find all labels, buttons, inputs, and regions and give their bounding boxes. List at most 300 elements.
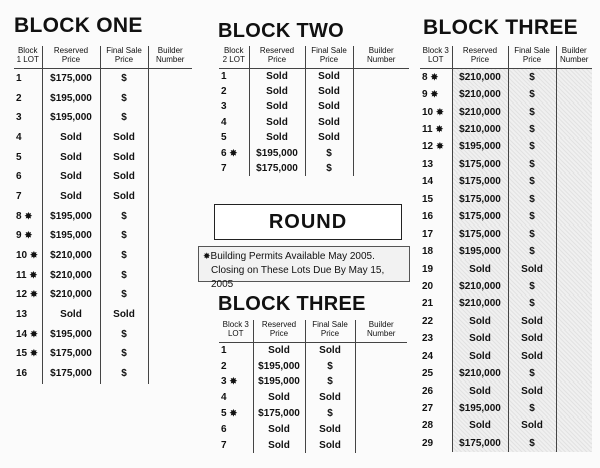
lot-number: 28	[422, 420, 434, 432]
reserved-price: Sold	[452, 260, 508, 277]
lot-number: 21	[422, 298, 434, 310]
final-sale-price: $	[100, 108, 148, 128]
header-builder: Builder Number	[148, 46, 192, 69]
final-sale-price: $	[100, 226, 148, 246]
star-icon: ✸	[430, 89, 439, 100]
lot-number: 27	[422, 403, 434, 415]
table-row	[14, 285, 192, 305]
final-sale-price: $	[100, 285, 148, 305]
lot-cell	[420, 208, 452, 225]
final-sale-price: Sold	[305, 115, 353, 130]
reserved-price: Sold	[249, 99, 305, 114]
final-sale-price: $	[508, 365, 556, 382]
note-line1: Building Permits Available May 2005.	[210, 251, 375, 262]
final-sale-price: $	[508, 103, 556, 120]
builder-number	[148, 305, 192, 325]
table-row	[219, 358, 407, 374]
table-row	[219, 130, 409, 145]
lot-number: 2	[221, 360, 227, 372]
lot-number: 24	[422, 350, 434, 362]
block-three-small-table	[219, 320, 407, 453]
reserved-price: Sold	[249, 130, 305, 145]
lot-cell	[420, 295, 452, 312]
star-icon: ✸	[30, 348, 38, 359]
star-icon: ✸	[30, 328, 38, 339]
table-row	[420, 260, 592, 277]
lot-cell	[219, 406, 253, 422]
lot-cell	[219, 421, 253, 437]
lot-number: 13	[422, 158, 434, 170]
final-sale-price: $	[100, 265, 148, 285]
final-sale-price: $	[508, 295, 556, 312]
builder-number	[148, 187, 192, 207]
builder-number	[355, 421, 407, 437]
header-reserved: Reserved Price	[253, 320, 305, 343]
table-row	[219, 343, 407, 359]
lot-number: 29	[422, 437, 434, 449]
reserved-price: $210,000	[452, 103, 508, 120]
header-builder: Builder Number	[353, 46, 409, 69]
lot-number: 26	[422, 385, 434, 397]
table-row	[14, 226, 192, 246]
lot-number: 13	[16, 309, 28, 321]
table-row	[219, 115, 409, 130]
final-sale-price: Sold	[305, 130, 353, 145]
reserved-price: $175,000	[452, 225, 508, 242]
header-lot: Block 1 LOT	[14, 46, 42, 69]
final-sale-price: $	[305, 406, 355, 422]
header-builder: Builder Number	[556, 46, 592, 69]
final-sale-price: $	[508, 225, 556, 242]
lot-cell	[420, 365, 452, 382]
lot-number: 16	[16, 368, 28, 380]
lot-cell	[219, 374, 253, 390]
lot-cell	[219, 343, 253, 359]
builder-number	[556, 208, 592, 225]
final-sale-price: $	[100, 324, 148, 344]
star-icon: ✸	[30, 250, 38, 261]
final-sale-price: Sold	[305, 437, 355, 453]
lot-cell	[219, 358, 253, 374]
builder-number	[556, 365, 592, 382]
reserved-price: $175,000	[452, 173, 508, 190]
reserved-price: $195,000	[452, 243, 508, 260]
block-three-large-title: BLOCK THREE	[423, 16, 578, 39]
reserved-price: $210,000	[452, 278, 508, 295]
table-row	[420, 435, 592, 452]
lot-number: 23	[422, 333, 434, 345]
lot-cell	[14, 324, 42, 344]
table-row	[14, 88, 192, 108]
final-sale-price: $	[305, 145, 353, 160]
star-icon: ✸	[203, 251, 211, 261]
reserved-price: $175,000	[452, 191, 508, 208]
builder-number	[556, 191, 592, 208]
lot-cell	[219, 161, 249, 176]
builder-number	[556, 173, 592, 190]
builder-number	[556, 417, 592, 434]
lot-cell	[420, 156, 452, 173]
lot-cell	[14, 344, 42, 364]
table-row	[219, 99, 409, 114]
reserved-price: Sold	[253, 421, 305, 437]
reserved-price: Sold	[249, 84, 305, 99]
lot-number: 8	[16, 210, 22, 222]
lot-number: 17	[422, 228, 434, 240]
reserved-price: $210,000	[452, 365, 508, 382]
final-sale-price: Sold	[508, 417, 556, 434]
builder-number	[355, 406, 407, 422]
reserved-price: $175,000	[253, 406, 305, 422]
builder-number	[353, 69, 409, 84]
lot-number: 10	[16, 250, 28, 262]
reserved-price: $210,000	[452, 121, 508, 138]
lot-number: 4	[221, 392, 227, 404]
lot-cell	[420, 330, 452, 347]
reserved-price: Sold	[253, 390, 305, 406]
builder-number	[556, 382, 592, 399]
table-row	[14, 167, 192, 187]
star-icon: ✸	[24, 230, 33, 241]
builder-number	[556, 121, 592, 138]
lot-number: 18	[422, 246, 434, 258]
lot-number: 3	[221, 376, 227, 388]
table-row	[420, 313, 592, 330]
lot-cell	[14, 88, 42, 108]
reserved-price: $195,000	[253, 374, 305, 390]
star-icon: ✸	[435, 124, 444, 135]
builder-number	[148, 88, 192, 108]
reserved-price: Sold	[452, 313, 508, 330]
table-row	[219, 390, 407, 406]
lot-cell	[219, 390, 253, 406]
builder-number	[556, 348, 592, 365]
builder-number	[148, 246, 192, 266]
table-row	[14, 206, 192, 226]
builder-number	[353, 161, 409, 176]
header-lot: Block 3 LOT	[219, 320, 253, 343]
builder-number	[355, 374, 407, 390]
star-icon: ✸	[24, 210, 33, 221]
reserved-price: $195,000	[452, 138, 508, 155]
lot-number: 15	[16, 348, 28, 360]
table-row	[219, 406, 407, 422]
builder-number	[556, 400, 592, 417]
header-final: Final Sale Price	[508, 46, 556, 69]
builder-number	[148, 69, 192, 89]
lot-cell	[420, 103, 452, 120]
lot-cell	[420, 86, 452, 103]
builder-number	[556, 86, 592, 103]
builder-number	[556, 156, 592, 173]
lot-cell	[14, 187, 42, 207]
final-sale-price: Sold	[508, 348, 556, 365]
final-sale-price: Sold	[508, 260, 556, 277]
builder-number	[355, 358, 407, 374]
reserved-price: Sold	[452, 417, 508, 434]
lot-cell	[219, 437, 253, 453]
lot-number: 15	[422, 193, 434, 205]
builder-number	[556, 103, 592, 120]
builder-number	[355, 343, 407, 359]
reserved-price: $175,000	[452, 435, 508, 452]
lot-number: 19	[422, 263, 434, 275]
block-two-table	[219, 46, 409, 176]
lot-cell	[14, 206, 42, 226]
builder-number	[353, 115, 409, 130]
star-icon: ✸	[229, 147, 238, 158]
final-sale-price: Sold	[305, 69, 353, 84]
lot-cell	[420, 173, 452, 190]
lot-number: 22	[422, 315, 434, 327]
table-row	[420, 138, 592, 155]
lot-number: 3	[221, 101, 227, 113]
round-label: ROUND	[268, 210, 348, 233]
table-row	[420, 173, 592, 190]
final-sale-price: $	[508, 435, 556, 452]
table-row	[420, 86, 592, 103]
final-sale-price: Sold	[508, 382, 556, 399]
builder-number	[148, 285, 192, 305]
table-row	[14, 265, 192, 285]
lot-number: 7	[221, 163, 227, 175]
lot-cell	[420, 400, 452, 417]
final-sale-price: $	[100, 246, 148, 266]
builder-number	[556, 138, 592, 155]
final-sale-price: $	[508, 86, 556, 103]
header-reserved: Reserved Price	[452, 46, 508, 69]
final-sale-price: $	[100, 88, 148, 108]
lot-cell	[420, 225, 452, 242]
reserved-price: Sold	[452, 348, 508, 365]
lot-number: 2	[221, 86, 227, 98]
table-row	[219, 437, 407, 453]
reserved-price: $210,000	[452, 295, 508, 312]
final-sale-price: $	[305, 161, 353, 176]
lot-cell	[14, 69, 42, 89]
builder-number	[148, 147, 192, 167]
builder-number	[148, 226, 192, 246]
lot-cell	[420, 69, 452, 86]
lot-number: 16	[422, 211, 434, 223]
builder-number	[353, 84, 409, 99]
star-icon: ✸	[229, 408, 238, 419]
builder-number	[353, 99, 409, 114]
builder-number	[556, 243, 592, 260]
final-sale-price: Sold	[305, 390, 355, 406]
reserved-price: $210,000	[42, 285, 100, 305]
builder-number	[148, 344, 192, 364]
star-icon: ✸	[29, 269, 38, 280]
reserved-price: $195,000	[42, 108, 100, 128]
table-row	[420, 156, 592, 173]
block-one-table	[14, 46, 192, 384]
reserved-price: $175,000	[249, 161, 305, 176]
table-row	[14, 324, 192, 344]
reserved-price: $175,000	[42, 69, 100, 89]
builder-number	[148, 167, 192, 187]
star-icon: ✸	[436, 141, 444, 152]
table-row	[420, 208, 592, 225]
reserved-price: $195,000	[249, 145, 305, 160]
lot-cell	[219, 145, 249, 160]
final-sale-price: $	[508, 208, 556, 225]
final-sale-price: $	[100, 364, 148, 384]
table-row	[420, 69, 592, 86]
builder-number	[556, 295, 592, 312]
lot-number: 12	[16, 289, 28, 301]
table-row	[420, 243, 592, 260]
table-row	[420, 191, 592, 208]
lot-number: 12	[422, 141, 434, 153]
lot-cell	[420, 278, 452, 295]
table-row	[420, 400, 592, 417]
final-sale-price: $	[305, 358, 355, 374]
final-sale-price: Sold	[100, 147, 148, 167]
builder-number	[148, 108, 192, 128]
reserved-price: $175,000	[452, 208, 508, 225]
final-sale-price: Sold	[305, 99, 353, 114]
table-row	[14, 128, 192, 148]
lot-cell	[219, 130, 249, 145]
lot-number: 8	[422, 71, 428, 83]
reserved-price: $210,000	[452, 86, 508, 103]
reserved-price: Sold	[42, 128, 100, 148]
header-reserved: Reserved Price	[42, 46, 100, 69]
builder-number	[148, 128, 192, 148]
table-row	[420, 278, 592, 295]
reserved-price: $195,000	[452, 400, 508, 417]
header-final: Final Sale Price	[100, 46, 148, 69]
lot-number: 9	[422, 89, 428, 101]
builder-number	[355, 390, 407, 406]
reserved-price: Sold	[42, 167, 100, 187]
lot-number: 5	[221, 408, 227, 420]
table-row	[219, 374, 407, 390]
builder-number	[355, 437, 407, 453]
builder-number	[556, 69, 592, 86]
table-row	[219, 161, 409, 176]
final-sale-price: $	[100, 69, 148, 89]
lot-cell	[219, 99, 249, 114]
lot-cell	[219, 69, 249, 84]
final-sale-price: $	[508, 400, 556, 417]
table-row	[420, 348, 592, 365]
final-sale-price: $	[508, 121, 556, 138]
lot-cell	[420, 260, 452, 277]
lot-number: 14	[422, 176, 434, 188]
table-row	[219, 69, 409, 84]
final-sale-price: $	[508, 156, 556, 173]
reserved-price: Sold	[253, 437, 305, 453]
final-sale-price: $	[305, 374, 355, 390]
lot-cell	[420, 138, 452, 155]
block-three-large-table	[420, 46, 592, 452]
reserved-price: Sold	[249, 69, 305, 84]
lot-number: 2	[16, 92, 22, 104]
builder-number	[353, 130, 409, 145]
final-sale-price: $	[100, 206, 148, 226]
block-three-small-title: BLOCK THREE	[218, 293, 366, 315]
final-sale-price: $	[508, 69, 556, 86]
final-sale-price: Sold	[100, 128, 148, 148]
table-row	[14, 344, 192, 364]
reserved-price: Sold	[42, 305, 100, 325]
reserved-price: $195,000	[42, 226, 100, 246]
final-sale-price: Sold	[100, 167, 148, 187]
reserved-price: Sold	[42, 147, 100, 167]
lot-number: 1	[221, 345, 227, 357]
reserved-price: $175,000	[452, 156, 508, 173]
lot-cell	[420, 417, 452, 434]
table-row	[420, 330, 592, 347]
header-final: Final Sale Price	[305, 46, 353, 69]
table-row	[420, 225, 592, 242]
reserved-price: $195,000	[42, 324, 100, 344]
table-row	[14, 187, 192, 207]
lot-number: 3	[16, 112, 22, 124]
lot-cell	[420, 313, 452, 330]
reserved-price: $210,000	[452, 69, 508, 86]
lot-number: 4	[16, 131, 22, 143]
note-line2: Closing on These Lots Due By May 15, 2005	[211, 265, 385, 290]
table-row	[14, 246, 192, 266]
reserved-price: $210,000	[42, 246, 100, 266]
lot-number: 6	[16, 171, 22, 183]
final-sale-price: $	[508, 191, 556, 208]
builder-number	[556, 313, 592, 330]
final-sale-price: Sold	[100, 187, 148, 207]
lot-number: 11	[16, 269, 27, 281]
builder-number	[353, 145, 409, 160]
lot-number: 25	[422, 368, 434, 380]
final-sale-price: Sold	[508, 313, 556, 330]
reserved-price: $195,000	[253, 358, 305, 374]
block-two-title: BLOCK TWO	[218, 20, 345, 42]
final-sale-price: $	[508, 138, 556, 155]
header-builder: Builder Number	[355, 320, 407, 343]
table-row	[14, 108, 192, 128]
lot-number: 7	[221, 439, 227, 451]
round-box	[214, 204, 402, 240]
builder-number	[556, 260, 592, 277]
reserved-price: $175,000	[42, 344, 100, 364]
lot-cell	[14, 128, 42, 148]
table-row	[420, 382, 592, 399]
final-sale-price: Sold	[100, 305, 148, 325]
lot-cell	[14, 147, 42, 167]
lot-number: 9	[16, 230, 22, 242]
lot-cell	[420, 382, 452, 399]
header-reserved: Reserved Price	[249, 46, 305, 69]
reserved-price: $175,000	[42, 364, 100, 384]
lot-number: 10	[422, 106, 434, 118]
lot-number: 11	[422, 124, 433, 136]
final-sale-price: $	[508, 243, 556, 260]
reserved-price: Sold	[253, 343, 305, 359]
reserved-price: Sold	[249, 115, 305, 130]
star-icon: ✸	[436, 106, 444, 117]
table-row	[219, 145, 409, 160]
builder-number	[556, 225, 592, 242]
lot-number: 6	[221, 423, 227, 435]
lot-cell	[14, 285, 42, 305]
final-sale-price: Sold	[305, 421, 355, 437]
builder-number	[556, 278, 592, 295]
header-lot: Block 3 LOT	[420, 46, 452, 69]
lot-number: 14	[16, 328, 28, 340]
table-row	[219, 421, 407, 437]
